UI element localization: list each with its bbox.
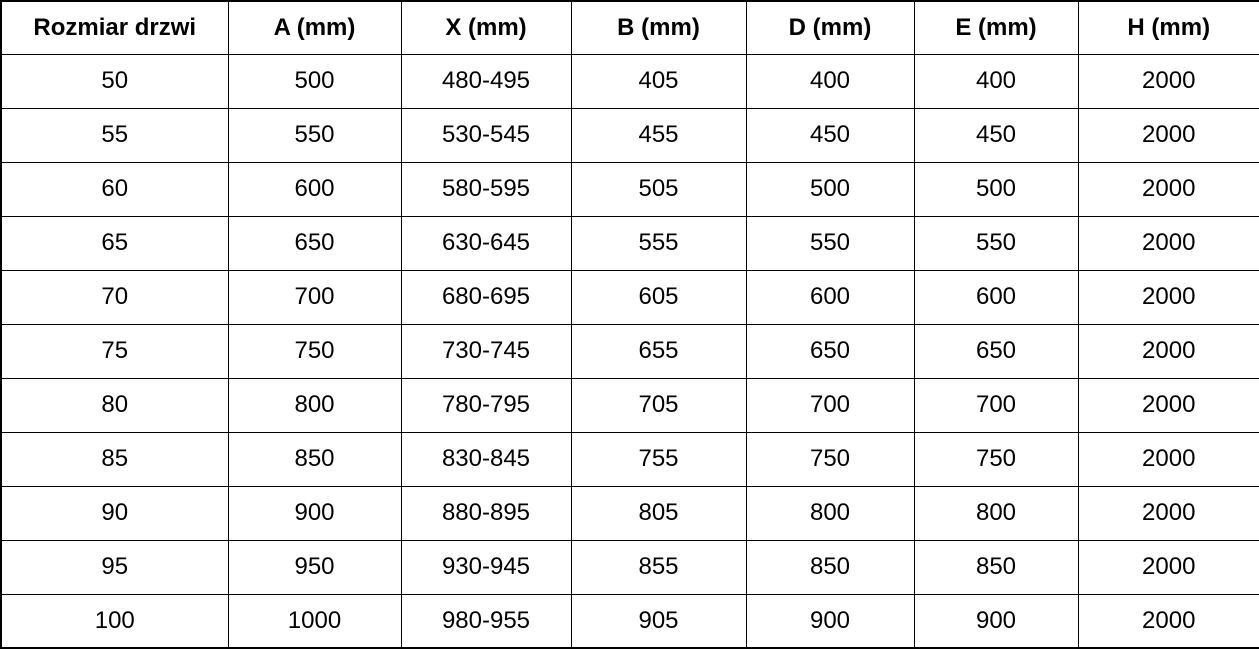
header-row [1,1,1259,54]
table-row [1,216,1259,270]
table-cell: 500 [746,162,914,216]
table-row [1,162,1259,216]
table-cell: 750 [914,432,1078,486]
table-cell: 2000 [1078,162,1259,216]
table-cell: 980-955 [401,594,571,648]
table-cell: 580-595 [401,162,571,216]
column-header-rozmiar-drzwi: Rozmiar drzwi [1,1,228,54]
table-cell: 605 [571,270,746,324]
table-cell: 400 [746,54,914,108]
table-cell: 655 [571,324,746,378]
table-cell: 755 [571,432,746,486]
column-header-h-mm: H (mm) [1078,1,1259,54]
table-cell: 60 [1,162,228,216]
table-cell: 650 [746,324,914,378]
table-cell: 900 [914,594,1078,648]
table-cell: 880-895 [401,486,571,540]
table-row [1,378,1259,432]
table-cell: 930-945 [401,540,571,594]
table-cell: 95 [1,540,228,594]
table-cell: 900 [228,486,401,540]
table-body [1,54,1259,648]
table-cell: 700 [228,270,401,324]
table-cell: 450 [914,108,1078,162]
table-cell: 2000 [1078,216,1259,270]
table-cell: 830-845 [401,432,571,486]
table-cell: 505 [571,162,746,216]
table-cell: 2000 [1078,486,1259,540]
table-cell: 2000 [1078,540,1259,594]
table-cell: 900 [746,594,914,648]
table-cell: 530-545 [401,108,571,162]
table-row [1,432,1259,486]
table-row [1,540,1259,594]
table-cell: 650 [228,216,401,270]
table-cell: 680-695 [401,270,571,324]
table-cell: 550 [914,216,1078,270]
table-cell: 70 [1,270,228,324]
table-cell: 805 [571,486,746,540]
table-cell: 730-745 [401,324,571,378]
table-cell: 780-795 [401,378,571,432]
table-cell: 500 [228,54,401,108]
table-cell: 600 [228,162,401,216]
table-cell: 2000 [1078,432,1259,486]
table-cell: 2000 [1078,54,1259,108]
table-row [1,54,1259,108]
table-cell: 75 [1,324,228,378]
table-row [1,594,1259,648]
column-header-a-mm: A (mm) [228,1,401,54]
table-cell: 550 [228,108,401,162]
table-cell: 650 [914,324,1078,378]
table-cell: 800 [228,378,401,432]
table-cell: 850 [228,432,401,486]
table-cell: 600 [746,270,914,324]
table-cell: 2000 [1078,108,1259,162]
table-cell: 750 [228,324,401,378]
column-header-d-mm: D (mm) [746,1,914,54]
table-cell: 855 [571,540,746,594]
table-cell: 700 [914,378,1078,432]
table-cell: 455 [571,108,746,162]
table-cell: 65 [1,216,228,270]
table-cell: 500 [914,162,1078,216]
table-cell: 1000 [228,594,401,648]
table-row [1,324,1259,378]
table-row [1,270,1259,324]
table-cell: 80 [1,378,228,432]
table-cell: 905 [571,594,746,648]
table-cell: 2000 [1078,270,1259,324]
table-cell: 400 [914,54,1078,108]
table-cell: 850 [914,540,1078,594]
column-header-b-mm: B (mm) [571,1,746,54]
table-cell: 705 [571,378,746,432]
table-cell: 600 [914,270,1078,324]
column-header-x-mm: X (mm) [401,1,571,54]
table-row [1,108,1259,162]
table-cell: 950 [228,540,401,594]
table-head [1,1,1259,54]
table-cell: 850 [746,540,914,594]
table-cell: 100 [1,594,228,648]
column-header-e-mm: E (mm) [914,1,1078,54]
table-cell: 800 [746,486,914,540]
table-cell: 700 [746,378,914,432]
table-cell: 55 [1,108,228,162]
table-cell: 2000 [1078,324,1259,378]
table-cell: 450 [746,108,914,162]
table-cell: 90 [1,486,228,540]
table-cell: 555 [571,216,746,270]
table-cell: 50 [1,54,228,108]
table-cell: 405 [571,54,746,108]
table-cell: 2000 [1078,378,1259,432]
table-cell: 85 [1,432,228,486]
table-row [1,486,1259,540]
table-cell: 750 [746,432,914,486]
table-cell: 800 [914,486,1078,540]
table-cell: 2000 [1078,594,1259,648]
table-cell: 480-495 [401,54,571,108]
table-cell: 630-645 [401,216,571,270]
table-cell: 550 [746,216,914,270]
